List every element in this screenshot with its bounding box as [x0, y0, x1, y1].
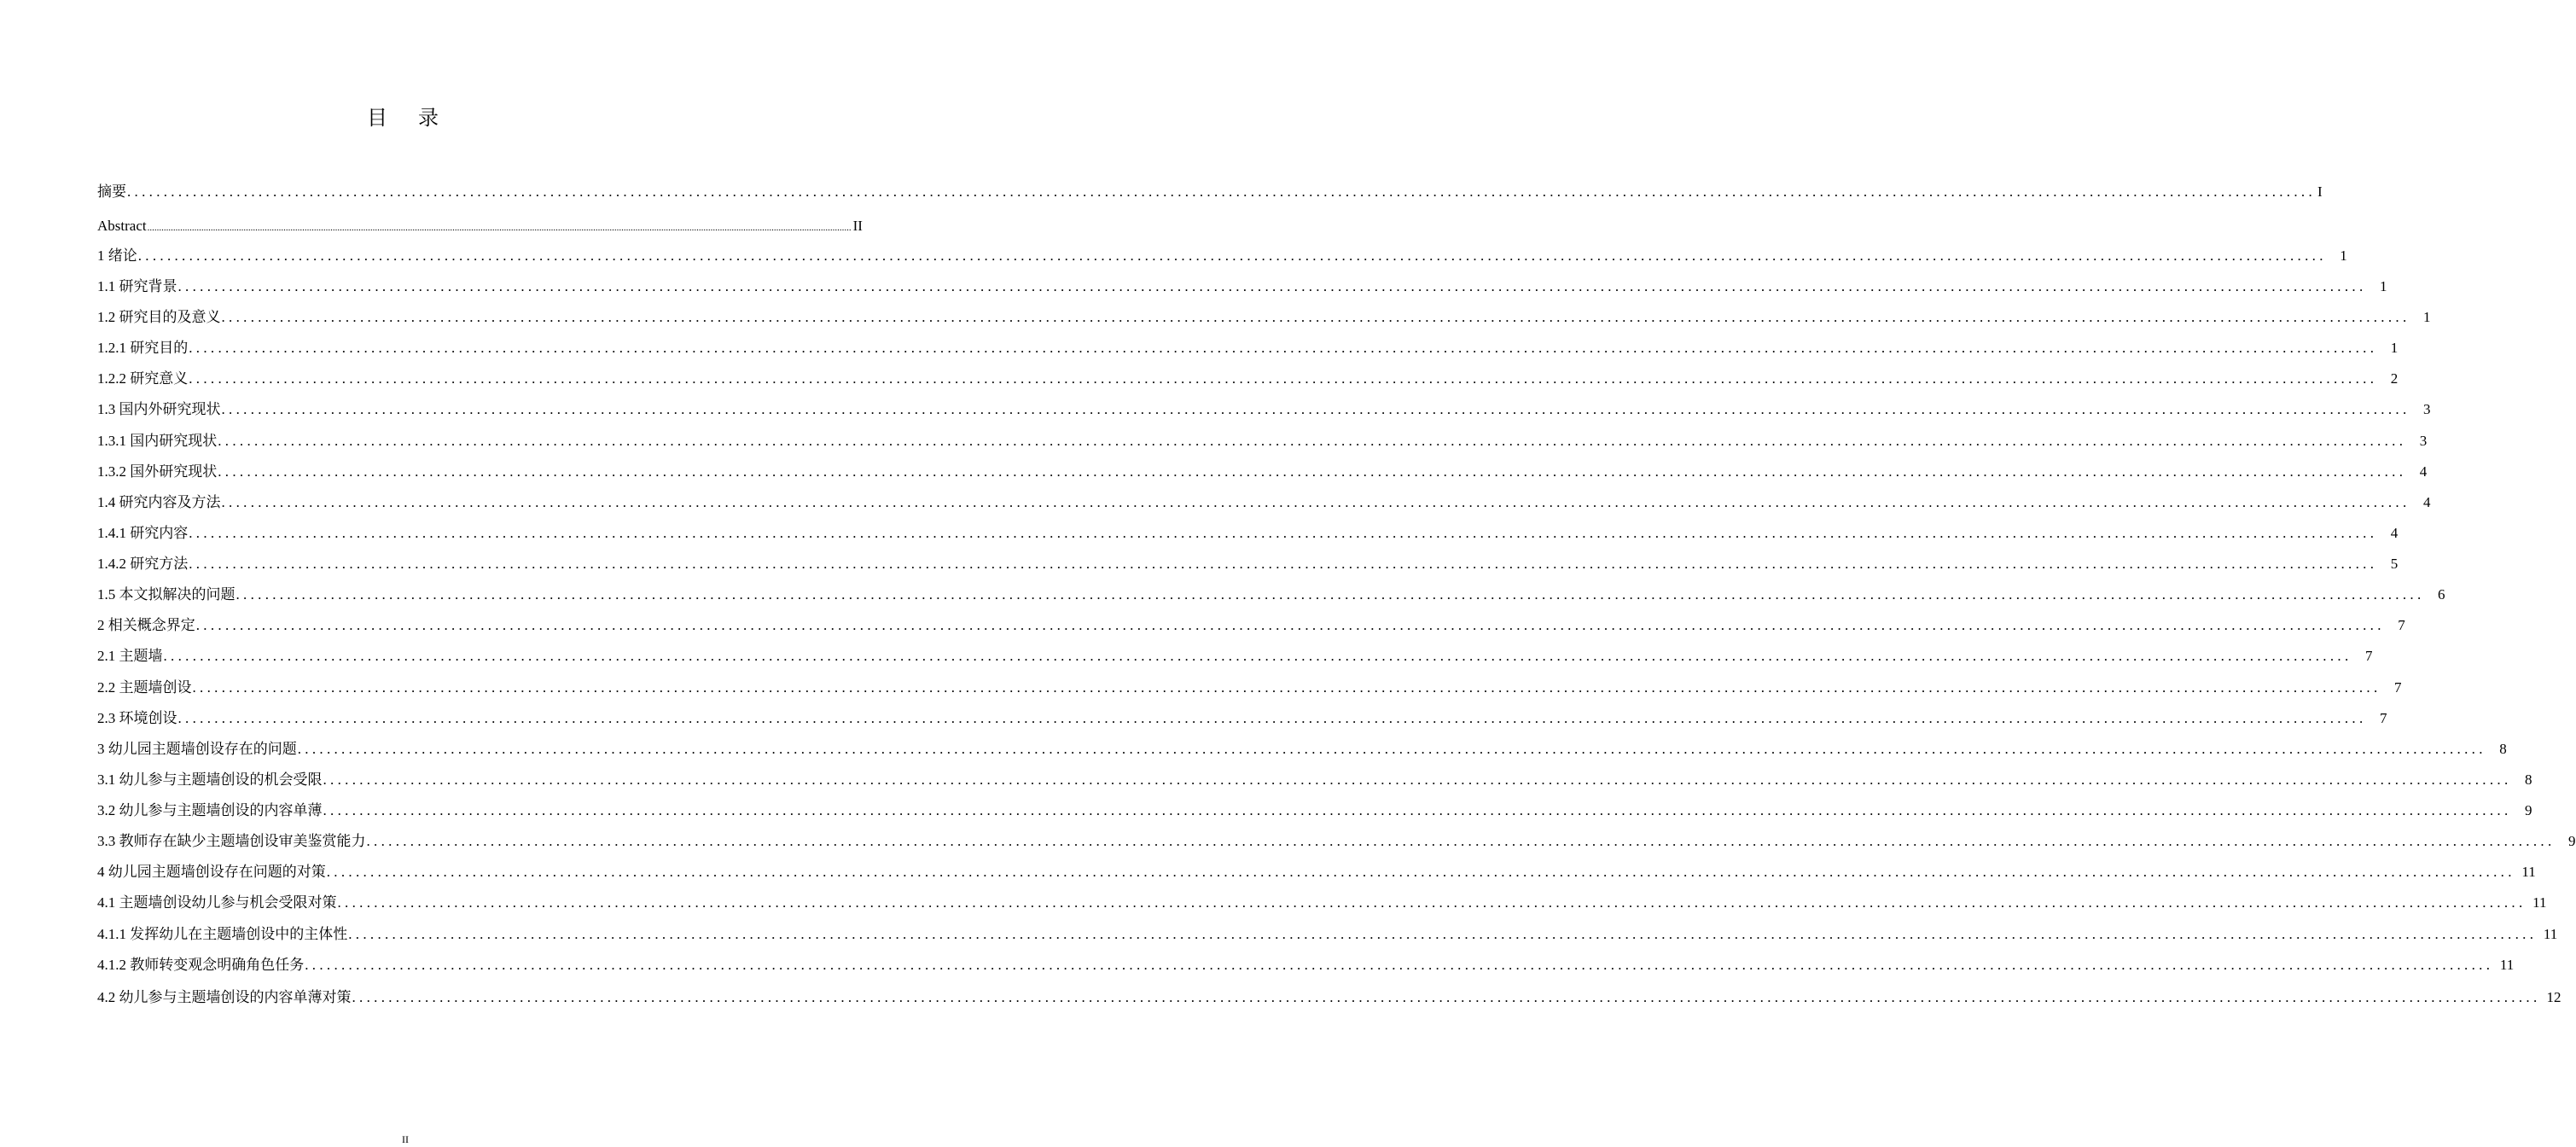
toc-entry[interactable]	[97, 277, 2387, 297]
toc-entry[interactable]	[97, 554, 2399, 574]
toc-entry-page: 7	[2365, 648, 2373, 664]
toc-leader-dots: ............................................................................................................................................................................................................................................................................................................	[189, 556, 2378, 572]
toc-entry-label: 4.1 主题墙创设幼儿参与机会受限对策	[97, 894, 337, 911]
toc-entry-page: 11	[2532, 894, 2547, 911]
toc-entry-label: 3.2 幼儿参与主题墙创设的内容单薄	[97, 802, 323, 818]
toc-leader-dots: ............................................................................................................................................................................................................................................................................................................	[323, 771, 2512, 788]
toc-leader-dots: ............................................................................................................................................................................................................................................................................................................	[218, 463, 2407, 480]
toc-entry[interactable]	[97, 893, 2547, 913]
toc-leader-dots: ............................................................................................................................................................................................................................................................................................................	[195, 617, 2385, 633]
toc-entry[interactable]	[97, 678, 2402, 698]
page-number: II	[402, 1133, 409, 1145]
toc-leader-dots: ............................................................................................................................................................................................................................................................................................................	[366, 833, 2556, 849]
toc-entry-page: 7	[2394, 679, 2402, 696]
toc-leader-dots: ............................................................................................................................................................................................................................................................................................................	[221, 494, 2410, 510]
toc-entry-page: 1	[2380, 278, 2387, 294]
toc-entry-page: 11	[2499, 957, 2515, 973]
toc-leader-dots: ............................................................................................................................................................................................................................................................................................................	[326, 864, 2515, 880]
toc-entry[interactable]	[97, 801, 2532, 821]
toc-entry[interactable]	[97, 924, 2558, 945]
toc-leader-dots: ............................................................................................................................................................................................................................................................................................................	[189, 370, 2378, 387]
toc-entry-page: 5	[2390, 556, 2399, 572]
toc-entry[interactable]	[97, 862, 2536, 882]
toc-leader-dots: ............................................................................................................................................................................................................................................................................................................	[352, 989, 2541, 1005]
toc-leader-dots: ............................................................................................................................................................................................................................................................................................................	[189, 525, 2378, 541]
toc-entry-page: 11	[2543, 926, 2558, 942]
toc-entry-label: 1 绪论	[97, 247, 137, 264]
toc-entry-page: 1	[2390, 340, 2399, 356]
toc-entry-page: 6	[2438, 586, 2445, 603]
toc-entry-label: 2.3 环境创设	[97, 710, 177, 726]
toc-leader-dots: ............................................................................................................................................................................................................................................................................................................	[236, 586, 2425, 603]
toc-entry-label: 2.2 主题墙创设	[97, 679, 192, 696]
toc-entry-label: 1.3 国内外研究现状	[97, 401, 221, 417]
toc-entry-label: 1.2.1 研究目的	[97, 340, 189, 356]
toc-leader-dots: ............................................................................................................................................................................................................................................................................................................	[189, 340, 2378, 356]
toc-entry[interactable]	[97, 987, 2561, 1008]
toc-leader-dots: ............................................................................................................................................................................................................................................................................................................	[163, 648, 2352, 664]
toc-entry[interactable]	[97, 615, 2405, 636]
toc-entry-page: 12	[2546, 989, 2561, 1005]
toc-entry-label: 4.1.2 教师转变观念明确角色任务	[97, 957, 305, 973]
toc-entry[interactable]	[97, 246, 2347, 266]
toc-entry-page: 4	[2390, 525, 2399, 541]
toc-entry[interactable]	[97, 462, 2428, 482]
toc-entry-page: 1	[2423, 309, 2431, 325]
toc-leader-dots: ............................................................................................................................................................................................................................................................................................................	[305, 957, 2494, 973]
toc-leader-dots: ............................................................................................................................................................................................................................................................................................................	[221, 401, 2410, 417]
toc-entry-label: 3.1 幼儿参与主题墙创设的机会受限	[97, 771, 323, 788]
toc-entry[interactable]	[97, 431, 2428, 451]
toc-leader-dots: ............................................................................................................................................................................................................................................................................................................	[348, 926, 2538, 942]
toc-entry-page: 3	[2419, 433, 2428, 449]
toc-leader-dots: ............................................................................................................................................................................................................................................................................................................	[337, 894, 2527, 911]
toc-entry-label: 1.3.1 国内研究现状	[97, 433, 218, 449]
toc-leader-dots: ............................................................................................................................................................................................................................................................................................................	[177, 710, 2367, 726]
toc-leader-dots: ............................................................................................................................................................................................................................................................................................................	[137, 247, 2327, 264]
toc-entry-label: 4.1.1 发挥幼儿在主题墙创设中的主体性	[97, 926, 348, 942]
toc-entry-label: 2.1 主题墙	[97, 648, 163, 664]
toc-leader-dots: ............................................................................................................................................................................................................................................................................................................	[297, 741, 2486, 757]
toc-entry-page: 2	[2390, 370, 2399, 387]
toc-entry-label: 3.3 教师存在缺少主题墙创设审美鉴赏能力	[97, 833, 366, 849]
toc-entry-page: 3	[2423, 401, 2431, 417]
toc-entry-label: 摘要	[97, 183, 126, 200]
toc-leader-dots: ............................................................................................................................................................................................................................................................................................................	[218, 433, 2407, 449]
toc-entry-label: 1.1 研究背景	[97, 278, 177, 294]
toc-entry-label: 3 幼儿园主题墙创设存在的问题	[97, 741, 297, 757]
toc-leader-dots: ............................................................................................................................................................................................................................................................................................................	[323, 802, 2512, 818]
toc-leader-dots: ............................................................................................................................................................................................................................................................................................................	[221, 309, 2410, 325]
toc-entry-label: 1.3.2 国外研究现状	[97, 463, 218, 480]
toc-entry[interactable]	[97, 523, 2399, 544]
toc-entry[interactable]	[97, 399, 2431, 420]
toc-entry-page: 7	[2380, 710, 2387, 726]
toc-entry-label: 1.2 研究目的及意义	[97, 309, 221, 325]
toc-entry[interactable]	[97, 955, 2515, 975]
toc-entry[interactable]	[97, 307, 2431, 328]
toc-entry-page: 9	[2525, 802, 2532, 818]
toc-entry-page: 9	[2568, 833, 2576, 849]
toc-entry-label: 1.2.2 研究意义	[97, 370, 189, 387]
toc-entry[interactable]	[97, 338, 2399, 358]
toc-entry[interactable]	[97, 182, 2323, 202]
toc-entry-page: I	[2317, 183, 2323, 200]
toc-entry[interactable]	[97, 492, 2431, 513]
toc-leader-dots: ............................................................................................................................................................................................................................................................................................................	[147, 223, 852, 233]
toc-entry-page: II	[852, 218, 863, 234]
toc-entry-label: Abstract	[97, 218, 147, 234]
toc-entry[interactable]	[97, 216, 863, 236]
toc-entry-label: 1.4.1 研究内容	[97, 525, 189, 541]
toc-entry-label: 1.4 研究内容及方法	[97, 494, 221, 510]
toc-entry-page: 11	[2521, 864, 2536, 880]
page-title: 目 录	[367, 106, 444, 130]
toc-entry[interactable]	[97, 369, 2399, 389]
toc-entry[interactable]	[97, 770, 2532, 790]
toc-entry-page: 8	[2525, 771, 2532, 788]
toc-entry-label: 1.5 本文拟解决的问题	[97, 586, 236, 603]
toc-leader-dots: ............................................................................................................................................................................................................................................................................................................	[192, 679, 2381, 696]
toc-entry-label: 4.2 幼儿参与主题墙创设的内容单薄对策	[97, 989, 352, 1005]
toc-entry-page: 1	[2340, 247, 2347, 264]
toc-leader-dots: ............................................................................................................................................................................................................................................................................................................	[127, 183, 2316, 200]
toc-entry[interactable]	[97, 708, 2387, 729]
toc-entry-page: 4	[2419, 463, 2428, 480]
toc-entry[interactable]	[97, 646, 2373, 667]
toc-entry-page: 4	[2423, 494, 2431, 510]
toc-entry[interactable]	[97, 585, 2445, 605]
toc-entry[interactable]	[97, 739, 2507, 760]
toc-leader-dots: ............................................................................................................................................................................................................................................................................................................	[177, 278, 2367, 294]
toc-entry-label: 4 幼儿园主题墙创设存在问题的对策	[97, 864, 326, 880]
toc-entry-page: 8	[2499, 741, 2507, 757]
toc-entry[interactable]	[97, 831, 2576, 852]
toc-entry-label: 2 相关概念界定	[97, 617, 195, 633]
toc-entry-label: 1.4.2 研究方法	[97, 556, 189, 572]
toc-entry-page: 7	[2398, 617, 2405, 633]
